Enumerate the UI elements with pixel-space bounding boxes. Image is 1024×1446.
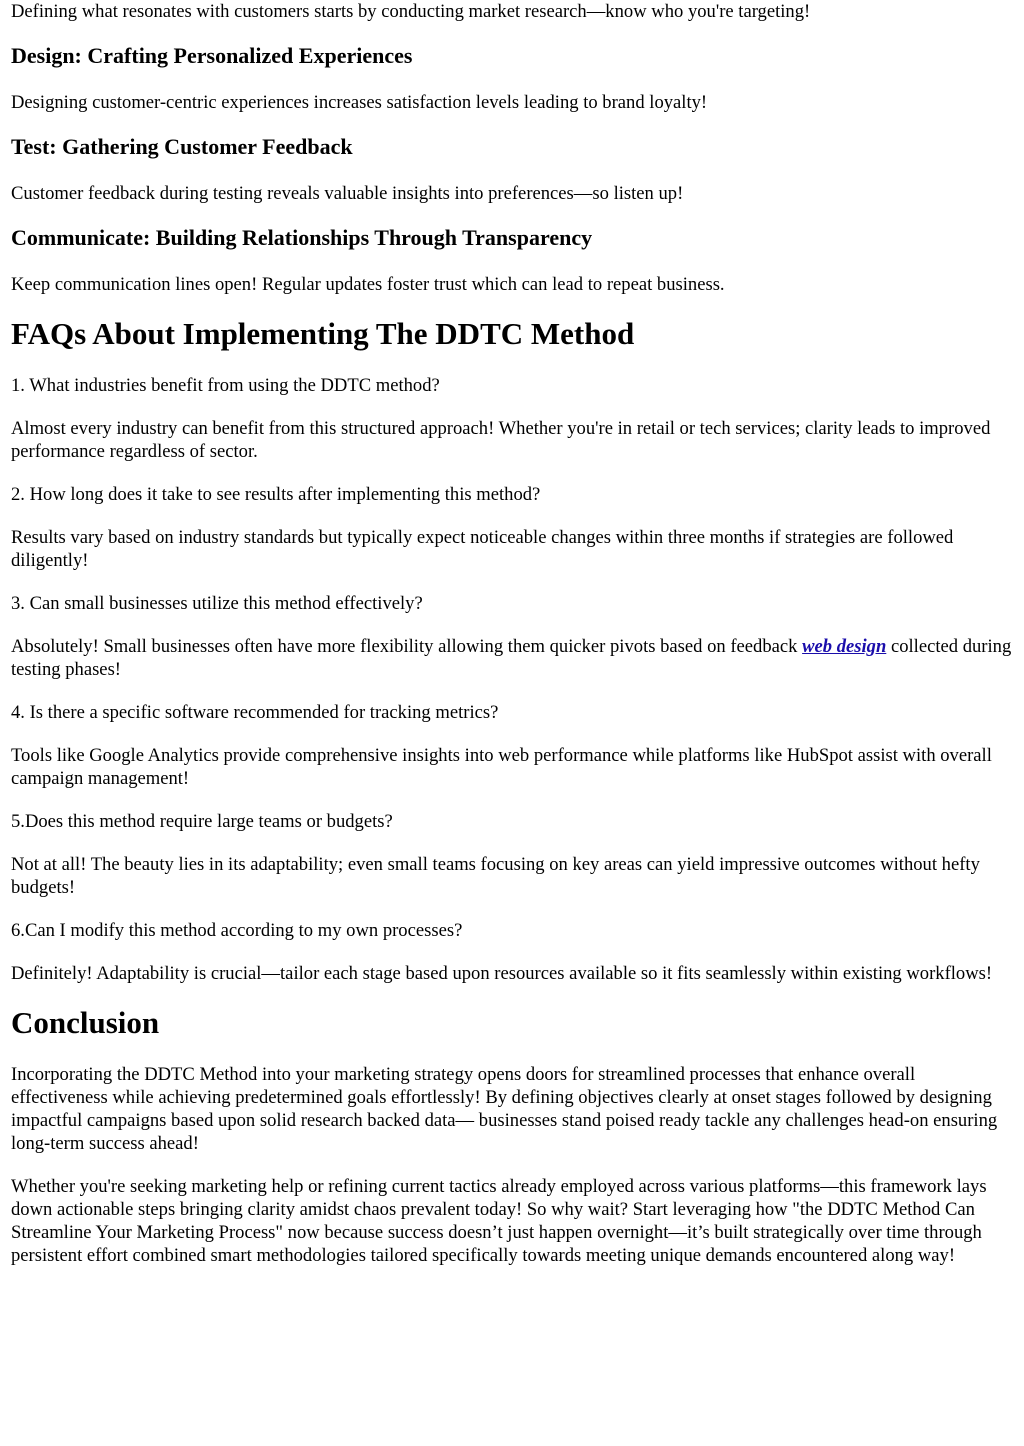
test-paragraph: Customer feedback during testing reveals valuable insights into preferences—so listen up! xyxy=(11,183,684,204)
faq-answer-2: Results vary based on industry standards but typically expect noticeable changes within three months if strategies are followed diligently! xyxy=(11,527,954,571)
faq-question-4: 4. Is there a specific software recommended for tracking metrics? xyxy=(11,702,499,723)
communicate-heading: Communicate: Building Relationships Through Transparency xyxy=(11,225,593,250)
design-paragraph: Designing customer-centric experiences increases satisfaction levels leading to brand loyalty! xyxy=(11,92,708,113)
faq-answer-3 xyxy=(11,635,1014,681)
faqs-heading: FAQs About Implementing The DDTC Method xyxy=(11,316,635,351)
intro-paragraph: Defining what resonates with customers starts by conducting market research—know who you're targeting! xyxy=(11,1,811,22)
conclusion-paragraph-1: Incorporating the DDTC Method into your marketing strategy opens doors for streamlined processes that enhance overall effectiveness while achieving predetermined goals effortlessly! By defining objectives clearly at onset stages followed by designing impactful campaigns based upon solid research backed data— businesses stand poised ready tackle any challenges head-on ensuring long-term success ahead! xyxy=(11,1064,998,1154)
faq-question-1: 1. What industries benefit from using the DDTC method? xyxy=(11,375,440,396)
conclusion-paragraph-2: Whether you're seeking marketing help or refining current tactics already employed across various platforms—this framework lays down actionable steps bringing clarity amidst chaos prevalent today! So why wait? Start leveraging how "the DDTC Method Can Streamline Your Marketing Process" now because success doesn’t just happen overnight—it’s built strategically over time through persistent effort combined smart methodologies tailored specifically towards meeting unique demands encountered along way! xyxy=(11,1176,987,1266)
faq-answer-4: Tools like Google Analytics provide comprehensive insights into web performance while platforms like HubSpot assist with overall campaign management! xyxy=(11,745,992,789)
design-heading: Design: Crafting Personalized Experiences xyxy=(11,43,413,68)
communicate-paragraph: Keep communication lines open! Regular updates foster trust which can lead to repeat business. xyxy=(11,274,725,295)
conclusion-heading: Conclusion xyxy=(11,1005,160,1040)
faq-question-5: 5.Does this method require large teams or budgets? xyxy=(11,811,393,832)
test-heading: Test: Gathering Customer Feedback xyxy=(11,134,353,159)
faq-answer-6: Definitely! Adaptability is crucial—tailor each stage based upon resources available so it fits seamlessly within existing workflows! xyxy=(11,963,993,984)
faq-answer-3-before-link: Absolutely! Small businesses often have more flexibility allowing them quicker pivots based on feedback xyxy=(11,636,803,657)
faq-question-3: 3. Can small businesses utilize this method effectively? xyxy=(11,593,423,614)
faq-question-2: 2. How long does it take to see results after implementing this method? xyxy=(11,484,541,505)
faq-question-6: 6.Can I modify this method according to my own processes? xyxy=(11,920,463,941)
web-design-link[interactable]: web design xyxy=(802,636,887,657)
faq-answer-5: Not at all! The beauty lies in its adaptability; even small teams focusing on key areas can yield impressive outcomes without hefty budgets! xyxy=(11,854,980,898)
faq-answer-3-after-link: collected during testing phases! xyxy=(11,636,1012,680)
faq-answer-1: Almost every industry can benefit from this structured approach! Whether you're in retail or tech services; clarity leads to improved performance regardless of sector. xyxy=(11,418,991,462)
